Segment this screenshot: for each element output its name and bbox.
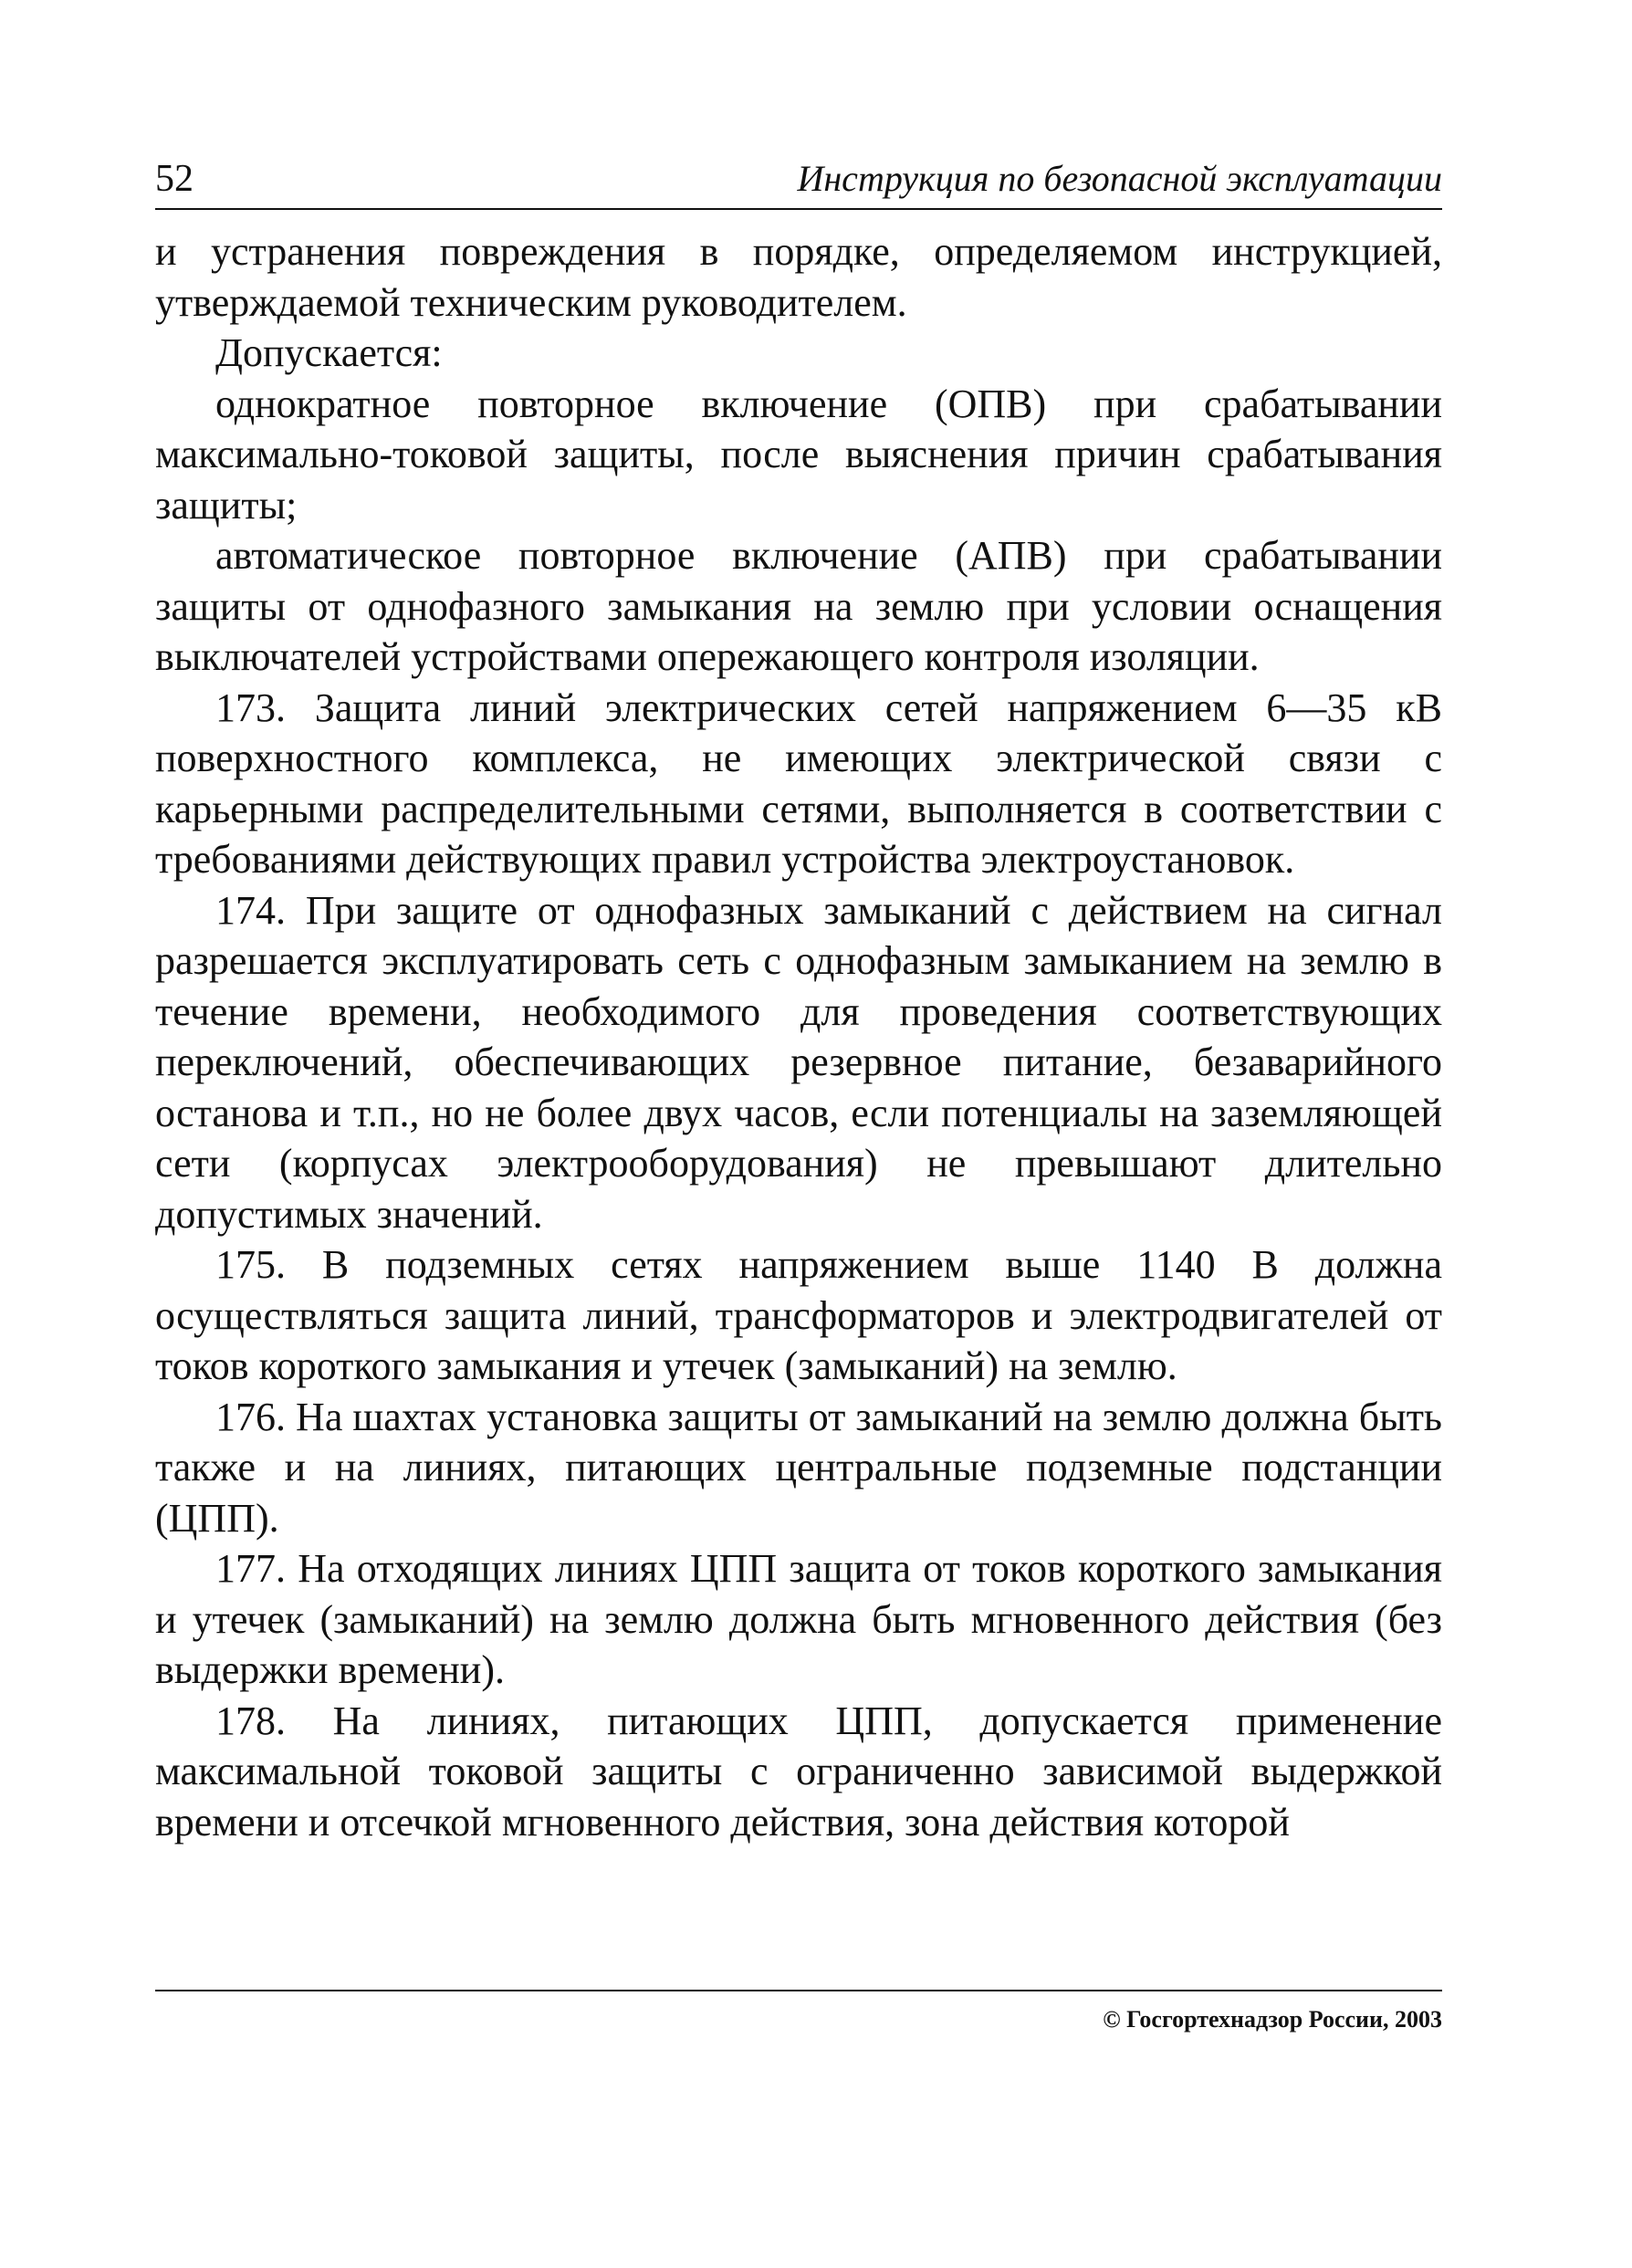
paragraph-174: 174. При защите от однофазных замыканий с действием на сигнал разрешается эксплуатировать сеть с однофазным замыканием на землю в течение времени, необходимого для проведения соответствующих переключений, обеспечивающих резервное питание, безаварийного останова и т.п., но не более двух часов, если потенциалы на заземляющей сети (корпусах электрооборудования) не превышают длительно допустимых значений. <box>155 887 1442 1237</box>
paragraph-178: 178. На линиях, питающих ЦПП, допускается применение максимальной токовой защиты с ограниченно зависимой выдержкой времени и отсечкой мгновенного действия, зона действия которой <box>155 1698 1442 1845</box>
running-title: Инструкция по безопасной эксплуатации <box>797 158 1442 199</box>
paragraph-175: 175. В подземных сетях напряжением выше 1140 В должна осуществляться защита линий, трансформаторов и электродвигателей от токов короткого замыкания и утечек (замыканий) на землю. <box>155 1242 1442 1388</box>
paragraph-allowed: Допускается: <box>215 330 443 375</box>
paragraph-opv: однократное повторное включение (ОПВ) при срабатывании максимально-токовой защиты, после выяснения причин срабатывания защиты; <box>155 381 1442 528</box>
page-number: 52 <box>155 158 194 200</box>
footer-rule <box>155 1990 1442 1991</box>
paragraph-continuation: и устранения повреждения в порядке, определяемом инструкцией, утверждаемой техническим руководителем. <box>155 229 1442 325</box>
paragraph-177: 177. На отходящих линиях ЦПП защита от токов короткого замыкания и утечек (замыканий) на землю должна быть мгновенного действия (без выдержки времени). <box>155 1546 1442 1692</box>
copyright-notice: © Госгортехнадзор России, 2003 <box>1103 2006 1442 2033</box>
body-text <box>155 226 1442 1847</box>
paragraph-173: 173. Защита линий электрических сетей напряжением 6—35 кВ поверхностного комплекса, не имеющих электрической связи с карьерными распределительными сетями, выполняется в соответствии с требованиями действующих правил устройства электроустановок. <box>155 685 1442 882</box>
paragraph-176: 176. На шахтах установка защиты от замыканий на землю должна быть также и на линиях, питающих центральные подземные подстанции (ЦПП). <box>155 1394 1442 1541</box>
page-header <box>155 153 1442 210</box>
paragraph-apv: автоматическое повторное включение (АПВ) при срабатывании защиты от однофазного замыкания на землю при условии оснащения выключателей устройствами опережающего контроля изоляции. <box>155 533 1442 679</box>
